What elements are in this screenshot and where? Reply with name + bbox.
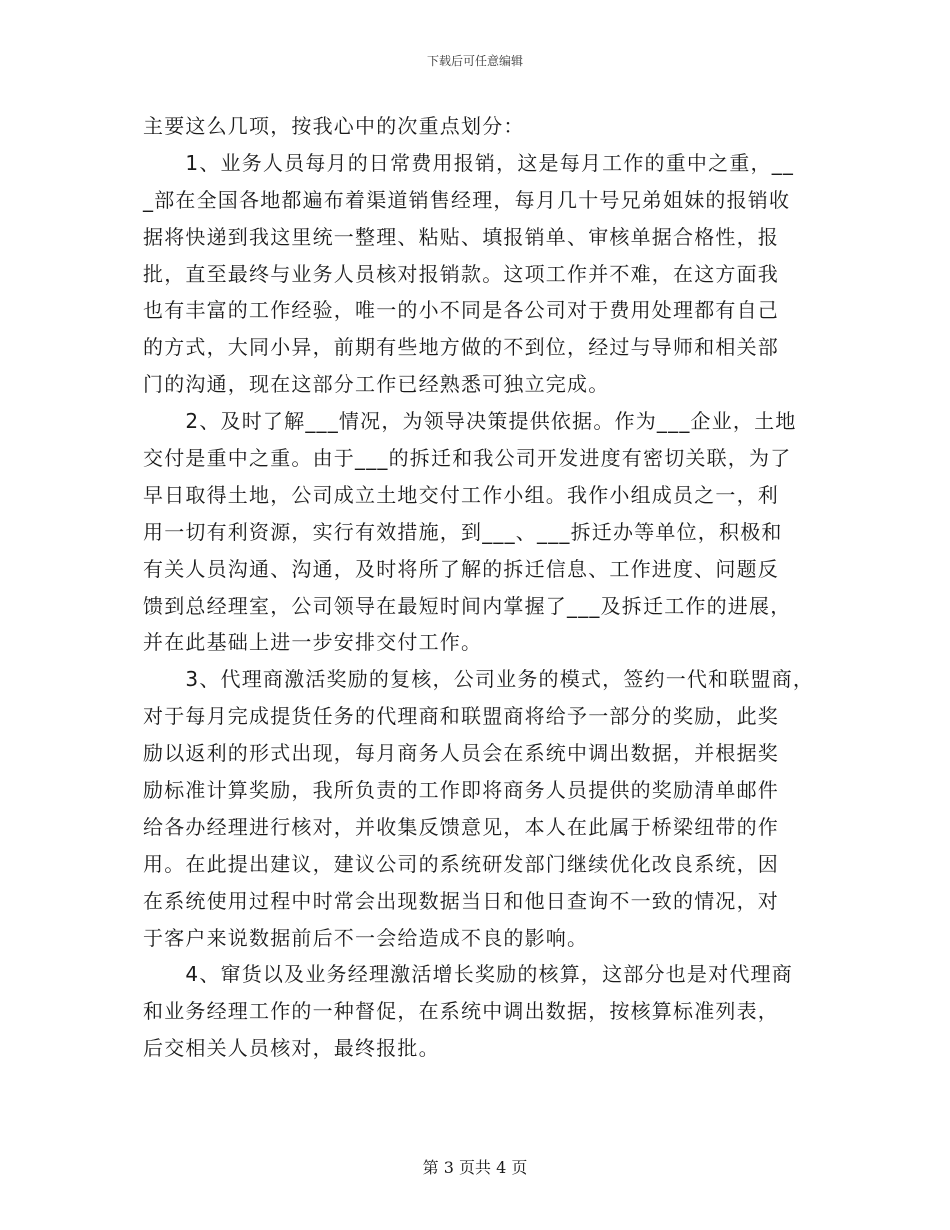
- body-line: 对于每月完成提货任务的代理商和联盟商将给予一部分的奖励，此奖: [143, 704, 779, 729]
- body-line: 于客户来说数据前后不一会给造成不良的影响。: [143, 925, 589, 950]
- page-header: 下载后可任意编辑: [426, 54, 523, 68]
- body-line: 后交相关人员核对，最终报批。: [143, 1036, 440, 1061]
- body-line: 用。在此提出建议，建议公司的系统研发部门继续优化改良系统，因: [143, 851, 779, 876]
- body-line: 在系统使用过程中时常会出现数据当日和他日查询不一致的情况，对: [143, 888, 779, 913]
- body-line: 门的沟通，现在这部分工作已经熟悉可独立完成。: [143, 372, 610, 397]
- body-line: 馈到总经理室，公司领导在最短时间内掌握了___及拆迁工作的进展，: [143, 593, 792, 618]
- body-line: 1、业务人员每月的日常费用报销，这是每月工作的重中之重，__: [143, 150, 795, 175]
- body-line: _部在全国各地都遍布着渠道销售经理，每月几十号兄弟姐妹的报销收: [143, 187, 791, 212]
- body-line: 和业务经理工作的一种督促，在系统中调出数据，按核算标准列表，: [143, 999, 779, 1024]
- page-footer: 第 3 页共 4 页: [422, 1158, 528, 1177]
- body-line: 据将快递到我这里统一整理、粘贴、填报销单、审核单据合格性，报: [143, 224, 779, 249]
- body-line: 早日取得土地，公司成立土地交付工作小组。我作小组成员之一，利: [143, 482, 779, 507]
- body-line: 用一切有利资源，实行有效措施，到___、___拆迁办等单位，积极和: [143, 519, 783, 544]
- document-body: [143, 108, 815, 1067]
- body-line: 有关人员沟通、沟通，及时将所了解的拆迁信息、工作进度、问题反: [143, 556, 779, 581]
- body-line: 批，直至最终与业务人员核对报销款。这项工作并不难，在这方面我: [143, 261, 779, 286]
- body-line: 励以返利的形式出现，每月商务人员会在系统中调出数据，并根据奖: [143, 741, 779, 766]
- body-line: 主要这么几项，按我心中的次重点划分：: [143, 114, 525, 138]
- body-line: 交付是重中之重。由于___的拆迁和我公司开发进度有密切关联，为了: [143, 446, 792, 471]
- body-line: 给各办经理进行核对，并收集反馈意见，本人在此属于桥梁纽带的作: [143, 814, 779, 839]
- body-line: 励标准计算奖励，我所负责的工作即将商务人员提供的奖励清单邮件: [143, 778, 779, 803]
- body-line: 3、代理商激活奖励的复核，公司业务的模式，签约一代和联盟商，: [143, 667, 815, 692]
- body-line: 也有丰富的工作经验，唯一的小不同是各公司对于费用处理都有自己: [143, 298, 779, 323]
- body-line: 4、窜货以及业务经理激活增长奖励的核算，这部分也是对代理商: [143, 962, 793, 987]
- body-line: 2、及时了解___情况，为领导决策提供依据。作为___企业，土地: [143, 409, 797, 434]
- body-line: 并在此基础上进一步安排交付工作。: [143, 630, 483, 655]
- body-line: 的方式，大同小异，前期有些地方做的不到位，经过与导师和相关部: [143, 335, 779, 360]
